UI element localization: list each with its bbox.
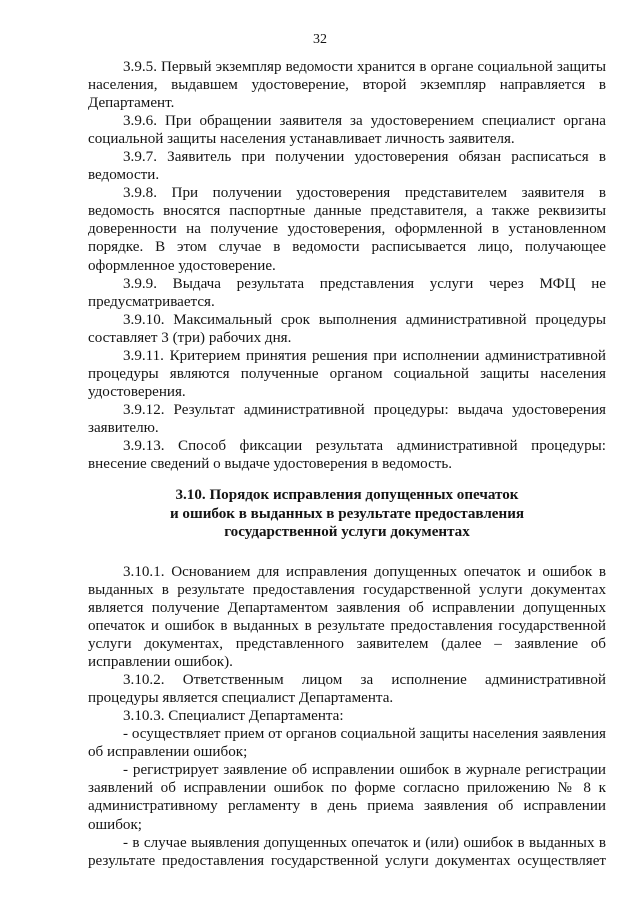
paragraph-3-9-11: 3.9.11. Критерием принятия решения при исполнении административной процедуры являются полученные органом социальной защиты населения удостоверения. bbox=[88, 347, 606, 400]
list-item: - осуществляет прием от органов социальной защиты населения заявления об исправлении ошибок; bbox=[88, 726, 606, 761]
paragraph-3-9-12: 3.9.12. Результат административной процедуры: выдача удостоверения заявителю. bbox=[88, 401, 606, 436]
paragraph-3-10-1: 3.10.1. Основанием для исправления допущенных опечаток и ошибок в выданных в результате предоставления государственной услуги документах является получение Департаментом заявления об исправлении допущенных опечаток и ошибок в выданных в результате предоставления государственной услуги документах, представленного заявителем (далее – заявление об исправлении ошибок). bbox=[88, 563, 606, 671]
paragraph-3-9-10: 3.9.10. Максимальный срок выполнения административной процедуры составляет 3 (три) рабочих дня. bbox=[88, 311, 606, 346]
list-item: - регистрирует заявление об исправлении ошибок в журнале регистрации заявлений об исправлении ошибок по форме согласно приложению № 8 к административному регламенту в день приема заявления об исправлении ошибок; bbox=[88, 762, 606, 833]
section-heading-line: государственной услуги документах bbox=[224, 524, 470, 541]
section-heading-line: и ошибок в выданных в результате предоставления bbox=[169, 505, 525, 522]
paragraph-3-9-9: 3.9.9. Выдача результата представления услуги через МФЦ не предусматривается. bbox=[88, 275, 606, 310]
paragraph-3-10-2: 3.10.2. Ответственным лицом за исполнение административной процедуры является специалист Департамента. bbox=[88, 672, 606, 707]
section-heading-line: 3.10. Порядок исправления допущенных опечаток bbox=[175, 487, 519, 504]
page-number: 32 bbox=[313, 32, 327, 47]
paragraph-3-10-3: 3.10.3. Специалист Департамента: bbox=[123, 708, 344, 725]
paragraph-3-9-8: 3.9.8. При получении удостоверения представителем заявителя в ведомость вносятся паспортные данные представителя, а также реквизиты доверенности на получение удостоверения, оформленной в установленном порядке. В этом случае в ведомости расписывается лицо, получающее оформленное удостоверение. bbox=[88, 185, 606, 274]
paragraph-3-9-7: 3.9.7. Заявитель при получении удостоверения обязан расписаться в ведомости. bbox=[88, 149, 606, 184]
paragraph-3-9-13: 3.9.13. Способ фиксации результата административной процедуры: внесение сведений о выдаче удостоверения в ведомость. bbox=[88, 437, 606, 473]
section-heading-3-10 bbox=[88, 486, 606, 542]
document-body bbox=[88, 58, 606, 870]
paragraph-3-9-6: 3.9.6. При обращении заявителя за удостоверением специалист органа социальной защиты населения устанавливает личность заявителя. bbox=[88, 113, 606, 148]
paragraph-3-9-5: 3.9.5. Первый экземпляр ведомости хранится в органе социальной защиты населения, выдавшем удостоверение, второй экземпляр направляется в Департамент. bbox=[88, 59, 606, 112]
list-item: - в случае выявления допущенных опечаток и (или) ошибок в выданных в результате предоставления государственной услуги документах осуществляет bbox=[88, 834, 606, 869]
